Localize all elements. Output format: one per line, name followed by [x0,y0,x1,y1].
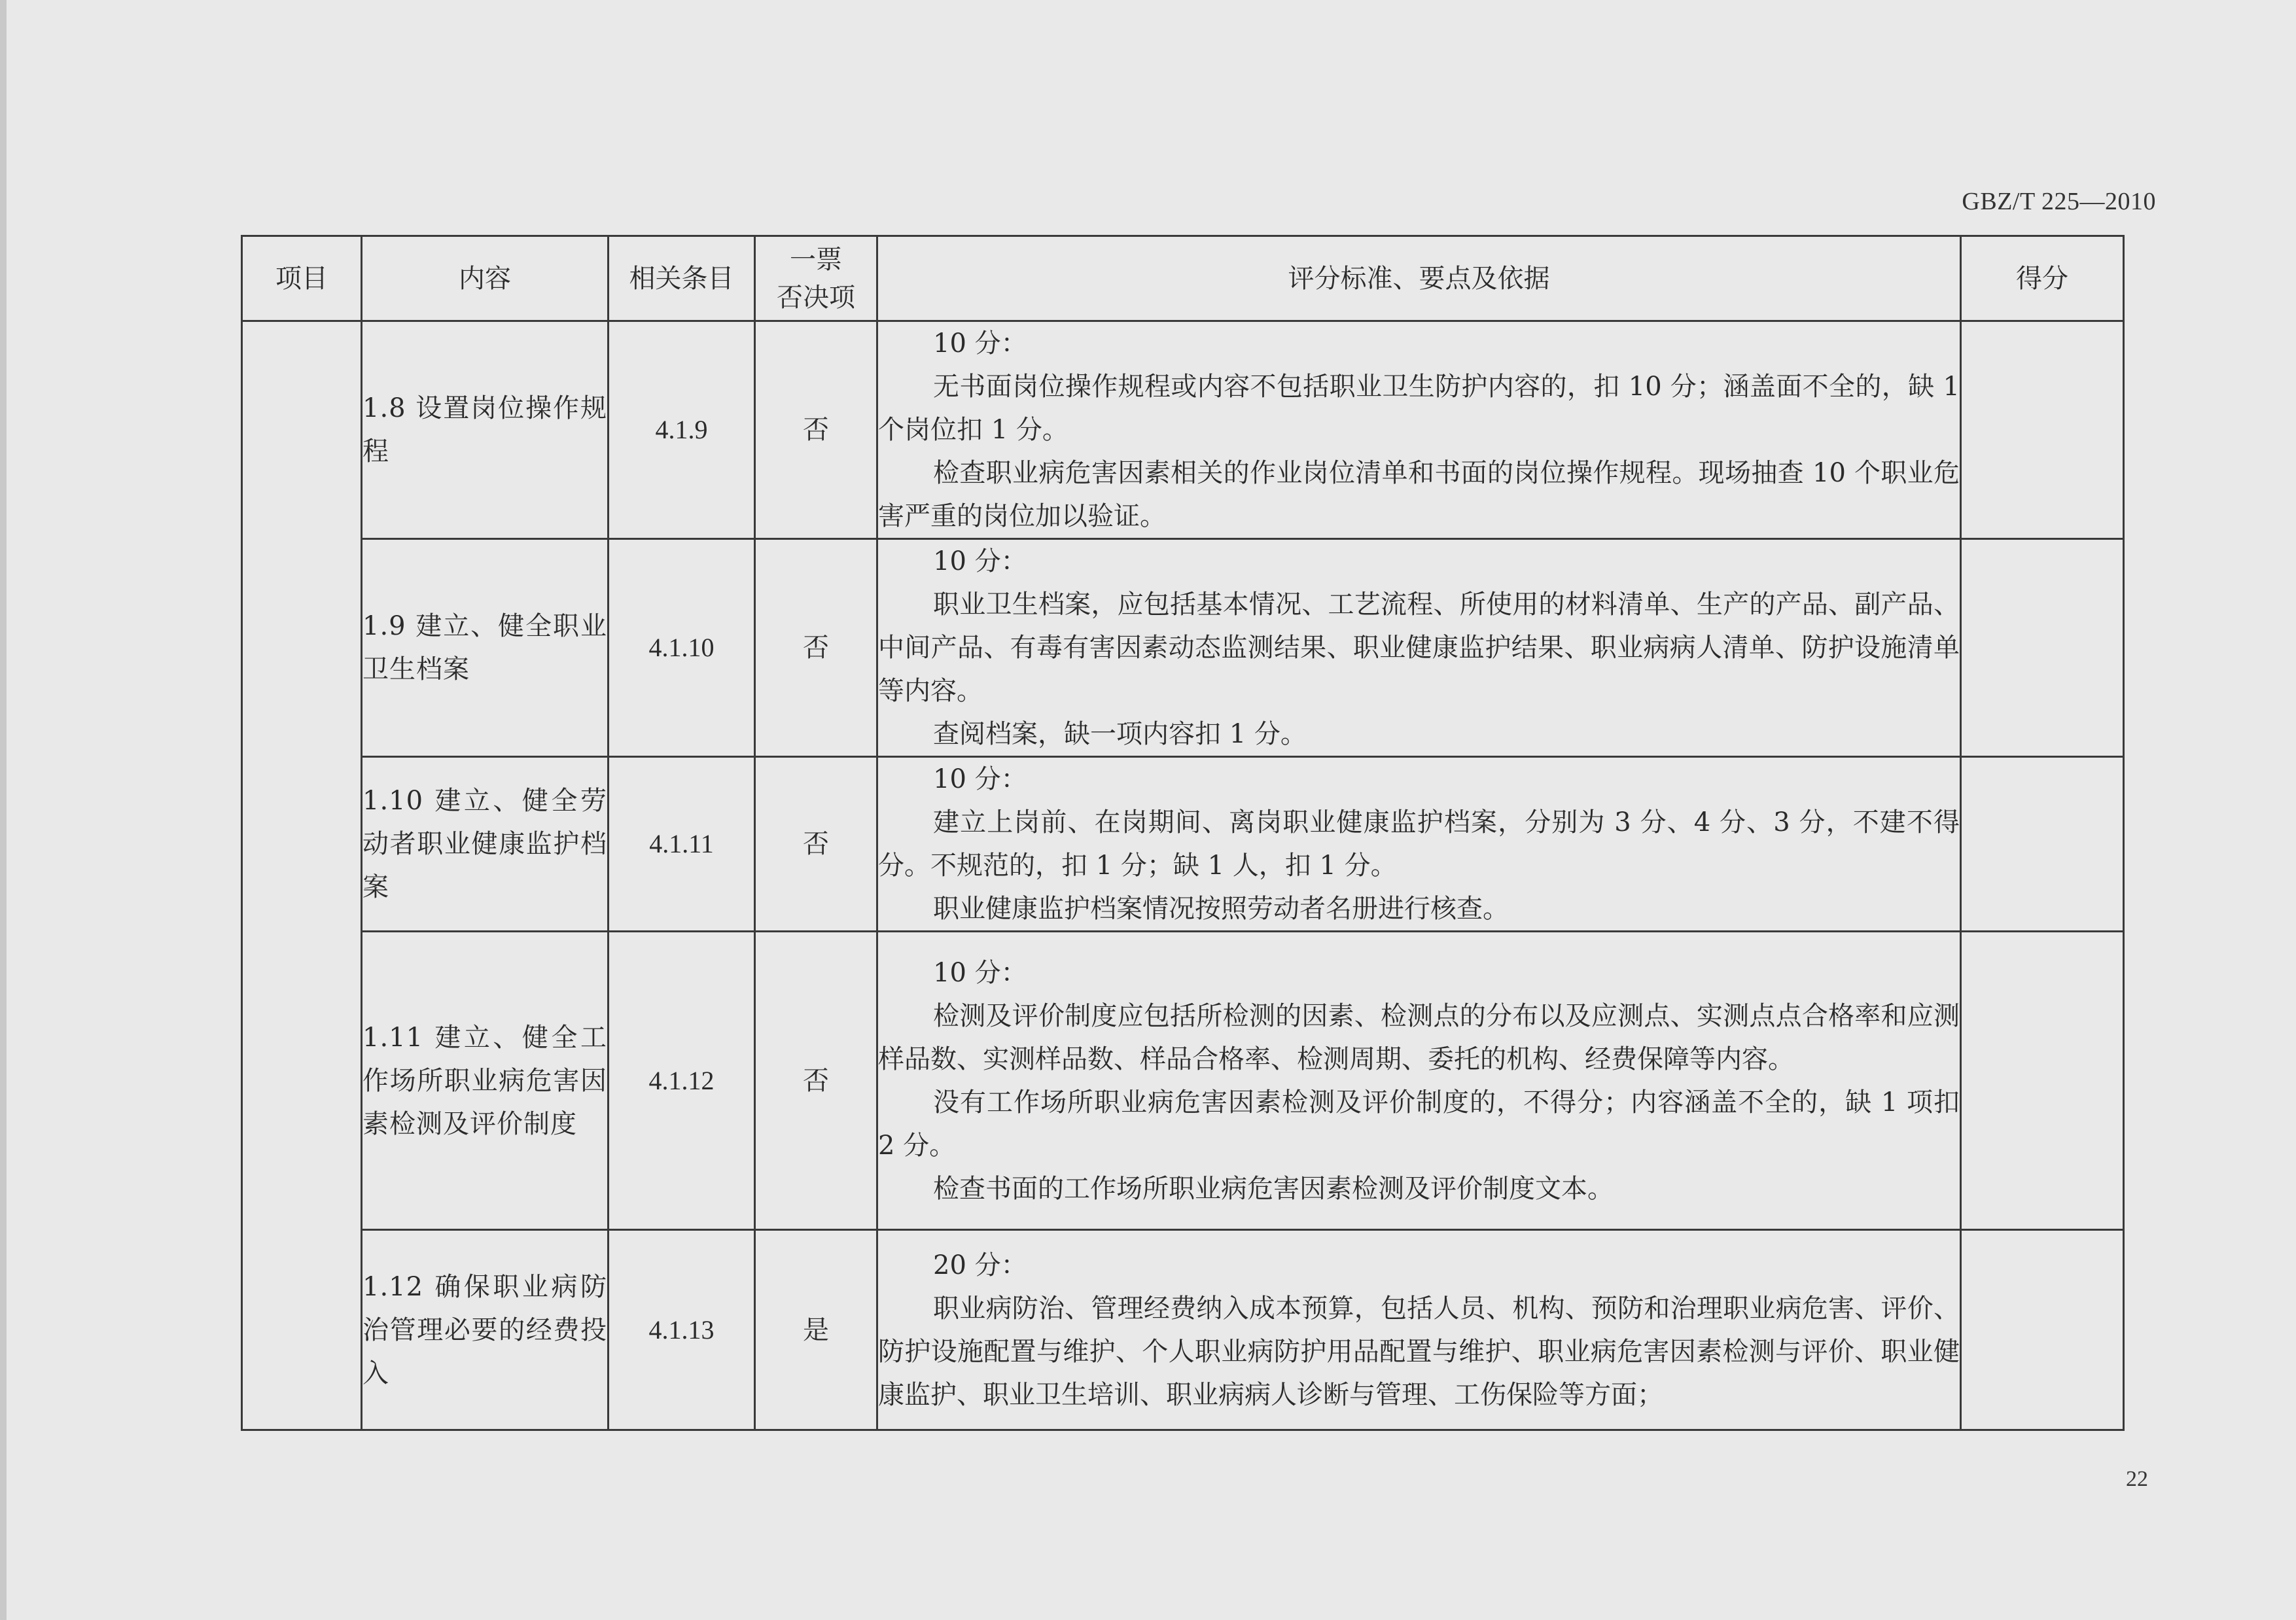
table-row [242,321,2124,539]
page-number: 22 [2126,1467,2148,1491]
row-clause: 4.1.9 [609,321,755,539]
row-clause: 4.1.13 [609,1230,755,1430]
table-row [242,932,2124,1230]
criteria-line: 职业健康监护档案情况按照劳动者名册进行核查。 [933,894,1509,924]
row-clause: 4.1.10 [609,539,755,757]
table-row [242,539,2124,757]
criteria-line: 10 分： [933,328,1027,359]
row-criteria [877,1230,1961,1430]
row-score [1961,539,2124,757]
row-veto: 否 [755,321,877,539]
table-header-row [242,236,2124,321]
row-criteria [877,539,1961,757]
row-score [1961,1230,2124,1430]
header-veto [755,236,877,321]
row-content: 1.9 建立、健全职业卫生档案 [362,539,609,757]
row-criteria [877,757,1961,932]
row-content: 1.10 建立、健全劳动者职业健康监护档案 [362,757,609,932]
table-row [242,1230,2124,1430]
row-criteria [877,932,1961,1230]
table-row [242,757,2124,932]
header-clause: 相关条目 [609,236,755,321]
row-clause: 4.1.11 [609,757,755,932]
standard-code: GBZ/T 225—2010 [1962,188,2156,215]
row-content: 1.8 设置岗位操作规程 [362,321,609,539]
criteria-line: 无书面岗位操作规程或内容不包括职业卫生防护内容的，扣 10 分；涵盖面不全的，缺 1 个岗位扣 1 分。 [878,372,1960,445]
criteria-line: 没有工作场所职业病危害因素检测及评价制度的，不得分；内容涵盖不全的，缺 1 项扣 2 分。 [878,1087,1960,1161]
criteria-line: 职业卫生档案，应包括基本情况、工艺流程、所使用的材料清单、生产的产品、副产品、中间产品、有毒有害因素动态监测结果、职业健康监护结果、职业病病人清单、防护设施清单等内容。 [878,590,1960,706]
row-veto: 是 [755,1230,877,1430]
row-criteria [877,321,1961,539]
header-content: 内容 [362,236,609,321]
criteria-line: 10 分： [933,546,1027,576]
row-score [1961,932,2124,1230]
criteria-line: 20 分： [933,1250,1027,1280]
row-veto: 否 [755,932,877,1230]
row-content: 1.12 确保职业病防治管理必要的经费投入 [362,1230,609,1430]
header-veto-line1: 一票 [790,244,842,275]
criteria-line: 检测及评价制度应包括所检测的因素、检测点的分布以及应测点、实测点点合格率和应测样品数、实测样品数、样品合格率、检测周期、委托的机构、经费保障等内容。 [878,1000,1960,1074]
criteria-line: 建立上岗前、在岗期间、离岗职业健康监护档案，分别为 3 分、4 分、3 分，不建不得分。不规范的，扣 1 分；缺 1 人，扣 1 分。 [878,807,1960,881]
row-veto: 否 [755,757,877,932]
criteria-line: 检查书面的工作场所职业病危害因素检测及评价制度文本。 [933,1173,1614,1204]
criteria-line: 查阅档案，缺一项内容扣 1 分。 [933,719,1307,749]
scan-edge [0,0,7,1620]
criteria-line: 10 分： [933,764,1027,794]
header-project: 项目 [242,236,362,321]
header-score: 得分 [1961,236,2124,321]
header-veto-line2: 否决项 [777,282,855,313]
row-score [1961,757,2124,932]
row-score [1961,321,2124,539]
row-veto: 否 [755,539,877,757]
project-cell [242,321,362,1430]
header-criteria: 评分标准、要点及依据 [877,236,1961,321]
row-clause: 4.1.12 [609,932,755,1230]
scoring-table [241,235,2125,1431]
criteria-line: 10 分： [933,957,1027,988]
criteria-line: 检查职业病危害因素相关的作业岗位清单和书面的岗位操作规程。现场抽查 10 个职业危害严重的岗位加以验证。 [878,458,1960,531]
criteria-line: 职业病防治、管理经费纳入成本预算，包括人员、机构、预防和治理职业病危害、评价、防护设施配置与维护、个人职业病防护用品配置与维护、职业病危害因素检测与评价、职业健康监护、职业卫生培训、职业病病人诊断与管理、工伤保险等方面； [878,1293,1960,1410]
row-content: 1.11 建立、健全工作场所职业病危害因素检测及评价制度 [362,932,609,1230]
